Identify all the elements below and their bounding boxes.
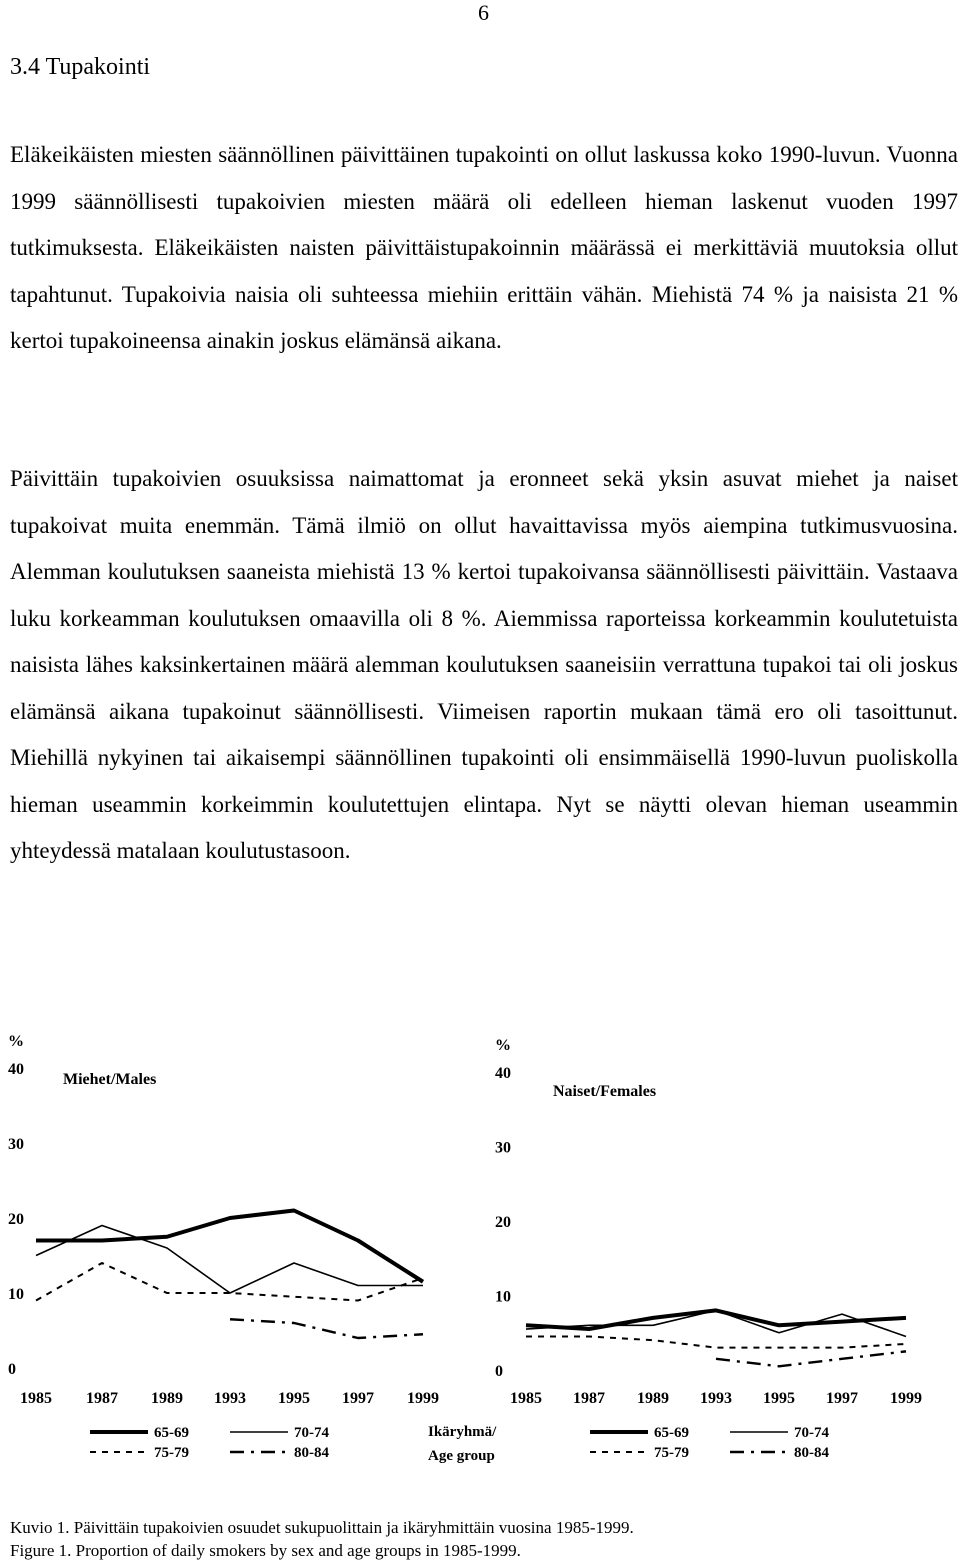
paragraph-1: Eläkeikäisten miesten säännöllinen päivittäinen tupakointi on ollut laskussa koko 1990-luvun. Vuonna 1999 säännöllisesti tupakoivien miesten määrä oli edelleen hieman laskenut vuoden 1997 tutkimuksesta. Eläkeikäisten naisten päivittäistupakoinnin määrässä ei merkittäviä muutoksia ollut tapahtunut. Tupakoivia naisia oli suhteessa miehiin erittäin vähän. Miehistä 74 % ja naisista 21 % kertoi tupakoineensa ainakin joskus elämänsä aikana. (10, 142, 958, 353)
y-tick-label: 10 (8, 1286, 24, 1303)
y-tick-label: 30 (495, 1139, 511, 1157)
series-line-80-84 (716, 1351, 906, 1366)
chart-title-2: Naiset/Females (553, 1083, 657, 1100)
chart-svg (0, 1020, 960, 1480)
legend-label-65-69: 65-69 (654, 1425, 689, 1441)
x-tick-label: 1993 (700, 1390, 732, 1407)
x-tick-label: 1985 (20, 1390, 52, 1407)
figure-caption-fi: Kuvio 1. Päivittäin tupakoivien osuudet sukupuolittain ja ikäryhmittäin vuosina 1985-1999. (10, 1518, 634, 1537)
legend-label-70-74: 70-74 (794, 1425, 829, 1441)
x-tick-label: 1987 (86, 1390, 118, 1407)
x-tick-label: 1997 (342, 1390, 374, 1407)
legend-title-en: Age group (428, 1448, 495, 1464)
x-tick-label: 1995 (763, 1390, 795, 1407)
legend-label-80-84: 80-84 (794, 1445, 829, 1461)
legend-label-65-69: 65-69 (154, 1425, 189, 1441)
y-tick-label: 20 (8, 1211, 24, 1228)
y-axis-unit-label-2: % (495, 1037, 511, 1054)
x-tick-label: 1989 (637, 1390, 669, 1407)
y-tick-label: 10 (495, 1288, 511, 1306)
y-tick-label: 40 (495, 1065, 511, 1082)
legend-label-80-84: 80-84 (294, 1445, 329, 1461)
page-number: 6 (478, 0, 489, 25)
y-tick-label: 40 (8, 1061, 24, 1078)
x-tick-label: 1999 (407, 1390, 439, 1407)
y-tick-label: 20 (495, 1214, 511, 1231)
series-line-80-84 (230, 1319, 423, 1338)
chart-title-1: Miehet/Males (63, 1071, 157, 1088)
x-tick-label: 1999 (890, 1390, 922, 1407)
x-tick-label: 1987 (573, 1390, 605, 1407)
series-line-65-69 (36, 1211, 423, 1282)
y-axis-unit-label-1: % (8, 1033, 24, 1050)
y-tick-label: 30 (8, 1136, 24, 1153)
x-tick-label: 1995 (278, 1390, 310, 1407)
legend-label-75-79: 75-79 (654, 1445, 689, 1461)
legend-title-fi: Ikäryhmä/ (428, 1424, 497, 1440)
x-tick-label: 1985 (510, 1390, 542, 1407)
x-tick-label: 1993 (214, 1390, 246, 1407)
y-tick-label: 0 (495, 1363, 503, 1380)
legend-label-70-74: 70-74 (294, 1425, 329, 1441)
x-tick-label: 1997 (826, 1390, 858, 1407)
y-tick-label: 0 (8, 1361, 16, 1378)
series-line-70-74 (36, 1226, 423, 1294)
series-line-75-79 (526, 1336, 906, 1347)
series-line-75-79 (36, 1263, 423, 1301)
section-title: 3.4 Tupakointi (10, 54, 151, 80)
series-line-70-74 (526, 1310, 906, 1336)
legend-label-75-79: 75-79 (154, 1445, 189, 1461)
paragraph-2: Päivittäin tupakoivien osuuksissa naimattomat ja eronneet sekä yksin asuvat miehet ja naiset tupakoivat muita enemmän. Tämä ilmiö on ollut havaittavissa myös aiempina tutkimusvuosina. Alemman koulutuksen saaneista miehistä 13 % kertoi tupakoivansa säännöllisesti päivittäin. Vastaava luku korkeamman koulutuksen omaavilla oli 8 %. Aiemmissa raporteissa korkeammin koulutetuista naisista lähes kaksinkertainen määrä alemman koulutuksen saaneisiin verrattuna tupakoi tai oli joskus elämänsä aikana tupakoinut säännöllisesti. Viimeisen raportin mukaan tämä ero oli tasoittunut. Miehillä nykyinen tai aikaisempi säännöllinen tupakointi oli ensimmäisellä 1990-luvun puoliskolla hieman useammin korkeimmin koulutettujen elintapa. Nyt se näytti olevan hieman useammin yhteydessä matalaan koulutustasoon. (10, 466, 958, 863)
figure-caption-en: Figure 1. Proportion of daily smokers by sex and age groups in 1985-1999. (10, 1541, 521, 1560)
x-tick-label: 1989 (151, 1390, 183, 1407)
figure-smokers (0, 1020, 960, 1480)
